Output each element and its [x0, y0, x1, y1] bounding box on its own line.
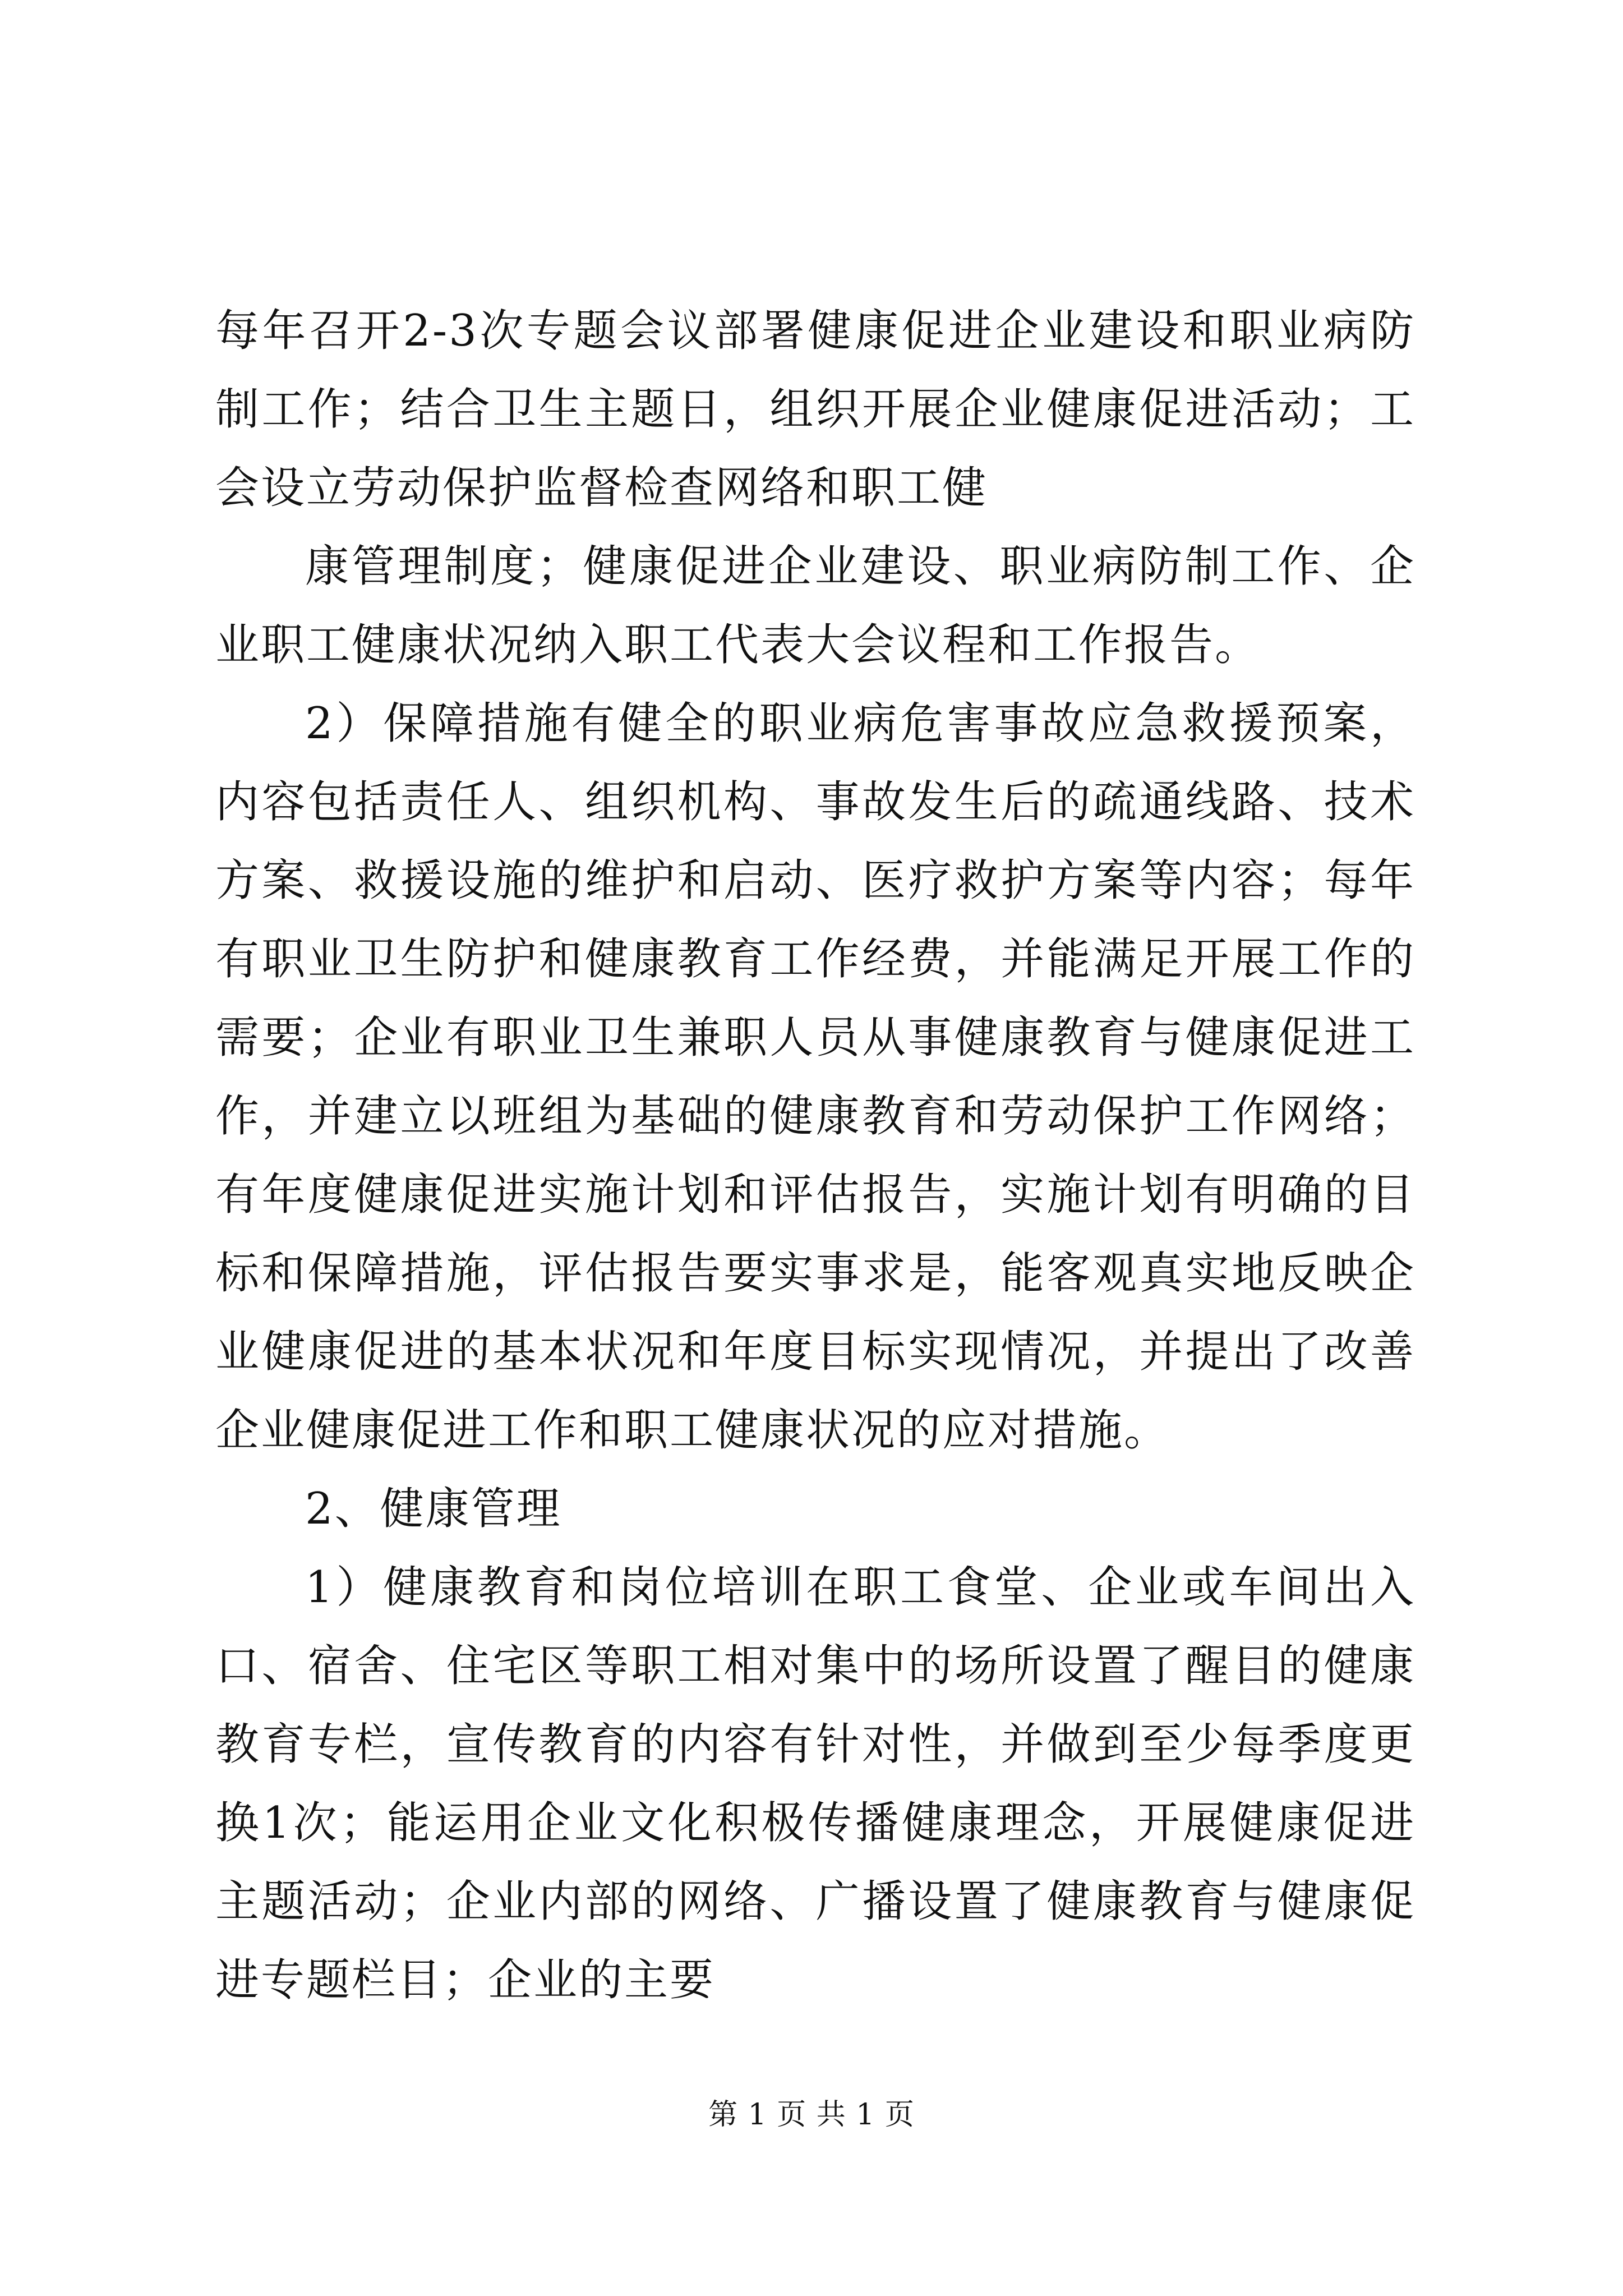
page-footer: 第 1 页 共 1 页 [708, 2098, 915, 2132]
document-body [215, 292, 1415, 2019]
paragraph-3: 2）保障措施有健全的职业病危害事故应急救援预案，内容包括责任人、组织机构、事故发生后的疏通线路、技术方案、救援设施的维护和启动、医疗救护方案等内容；每年有职业卫生防护和健康教育工作经费，并能满足开展工作的需要；企业有职业卫生兼职人员从事健康教育与健康促进工作，并建立以班组为基础的健康教育和劳动保护工作网络；有年度健康促进实施计划和评估报告，实施计划有明确的目标和保障措施，评估报告要实事求是，能客观真实地反映企业健康促进的基本状况和年度目标实现情况，并提出了改善企业健康促进工作和职工健康状况的应对措施。 [215, 698, 1415, 1456]
paragraph-2: 康管理制度；健康促进企业建设、职业病防制工作、企业职工健康状况纳入职工代表大会议程和工作报告。 [215, 541, 1415, 670]
paragraph-1: 每年召开2-3次专题会议部署健康促进企业建设和职业病防制工作；结合卫生主题日，组织开展企业健康促进活动；工会设立劳动保护监督检查网络和职工健 [215, 306, 1415, 513]
paragraph-5: 1）健康教育和岗位培训在职工食堂、企业或车间出入口、宿舍、住宅区等职工相对集中的场所设置了醒目的健康教育专栏，宣传教育的内容有针对性，并做到至少每季度更换1次；能运用企业文化积极传播健康理念，开展健康促进主题活动；企业内部的网络、广播设置了健康教育与健康促进专题栏目；企业的主要 [215, 1562, 1415, 2005]
section-heading-health-management: 2、健康管理 [305, 1484, 562, 1534]
